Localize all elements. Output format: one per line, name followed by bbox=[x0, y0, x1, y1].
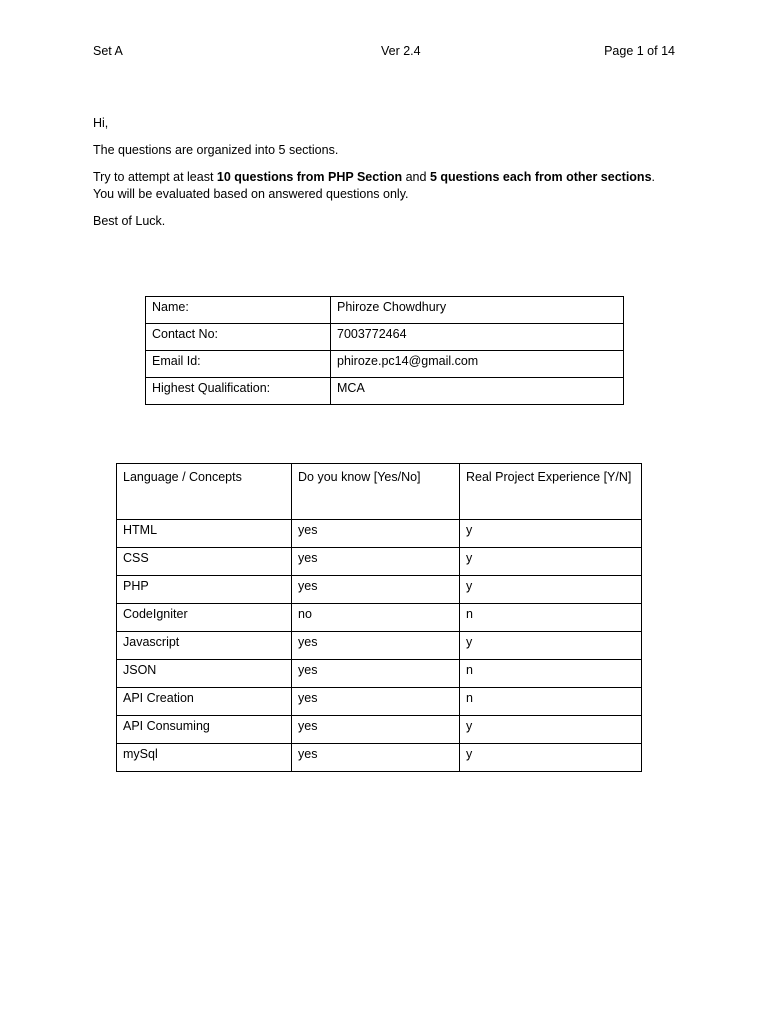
table-row bbox=[117, 716, 642, 744]
header-experience: Real Project Experience [Y/N] bbox=[460, 464, 642, 520]
table-row bbox=[117, 688, 642, 716]
header-concepts: Language / Concepts bbox=[117, 464, 292, 520]
qualification-label: Highest Qualification: bbox=[146, 378, 331, 405]
experience-cell: y bbox=[460, 716, 642, 744]
know-cell: yes bbox=[292, 688, 460, 716]
concept-cell: API Creation bbox=[117, 688, 292, 716]
table-row bbox=[117, 520, 642, 548]
greeting: Hi, bbox=[93, 116, 109, 130]
know-cell: yes bbox=[292, 632, 460, 660]
attempt-instructions bbox=[93, 169, 693, 203]
know-cell: yes bbox=[292, 660, 460, 688]
contact-value: 7003772464 bbox=[331, 324, 624, 351]
concept-cell: JSON bbox=[117, 660, 292, 688]
table-row bbox=[117, 632, 642, 660]
experience-cell: y bbox=[460, 632, 642, 660]
experience-cell: y bbox=[460, 520, 642, 548]
version-label: Ver 2.4 bbox=[381, 44, 421, 58]
skills-table bbox=[116, 463, 642, 772]
contact-label: Contact No: bbox=[146, 324, 331, 351]
qualification-value: MCA bbox=[331, 378, 624, 405]
table-row bbox=[146, 351, 624, 378]
experience-cell: n bbox=[460, 660, 642, 688]
header-know: Do you know [Yes/No] bbox=[292, 464, 460, 520]
attempt-middle: and bbox=[402, 170, 430, 184]
know-cell: no bbox=[292, 604, 460, 632]
email-value: phiroze.pc14@gmail.com bbox=[331, 351, 624, 378]
experience-cell: n bbox=[460, 604, 642, 632]
know-cell: yes bbox=[292, 716, 460, 744]
know-cell: yes bbox=[292, 548, 460, 576]
table-row bbox=[146, 378, 624, 405]
page-header bbox=[93, 44, 675, 62]
concept-cell: mySql bbox=[117, 744, 292, 772]
table-row bbox=[117, 604, 642, 632]
attempt-bold-other: 5 questions each from other sections bbox=[429, 170, 652, 184]
experience-cell: y bbox=[460, 744, 642, 772]
table-row bbox=[146, 297, 624, 324]
know-cell: yes bbox=[292, 744, 460, 772]
experience-cell: n bbox=[460, 688, 642, 716]
sections-line: The questions are organized into 5 sections. bbox=[93, 143, 339, 157]
name-label: Name: bbox=[146, 297, 331, 324]
concept-cell: CSS bbox=[117, 548, 292, 576]
table-row bbox=[117, 548, 642, 576]
concept-cell: Javascript bbox=[117, 632, 292, 660]
table-row bbox=[146, 324, 624, 351]
table-row bbox=[117, 660, 642, 688]
candidate-info-table bbox=[145, 296, 624, 405]
email-label: Email Id: bbox=[146, 351, 331, 378]
experience-cell: y bbox=[460, 548, 642, 576]
attempt-bold-php: 10 questions from PHP Section bbox=[216, 170, 403, 184]
attempt-suffix: . bbox=[651, 170, 656, 184]
concept-cell: PHP bbox=[117, 576, 292, 604]
concept-cell: HTML bbox=[117, 520, 292, 548]
set-label: Set A bbox=[93, 44, 123, 58]
know-cell: yes bbox=[292, 520, 460, 548]
table-row bbox=[117, 576, 642, 604]
attempt-prefix: Try to attempt at least bbox=[93, 170, 217, 184]
evaluation-line: You will be evaluated based on answered questions only. bbox=[93, 187, 409, 201]
name-value: Phiroze Chowdhury bbox=[331, 297, 624, 324]
page-number: Page 1 of 14 bbox=[604, 44, 675, 58]
know-cell: yes bbox=[292, 576, 460, 604]
experience-cell: y bbox=[460, 576, 642, 604]
closing-line: Best of Luck. bbox=[93, 214, 166, 228]
concept-cell: API Consuming bbox=[117, 716, 292, 744]
concept-cell: CodeIgniter bbox=[117, 604, 292, 632]
table-header-row bbox=[117, 464, 642, 520]
table-row bbox=[117, 744, 642, 772]
intro-text bbox=[93, 115, 693, 240]
